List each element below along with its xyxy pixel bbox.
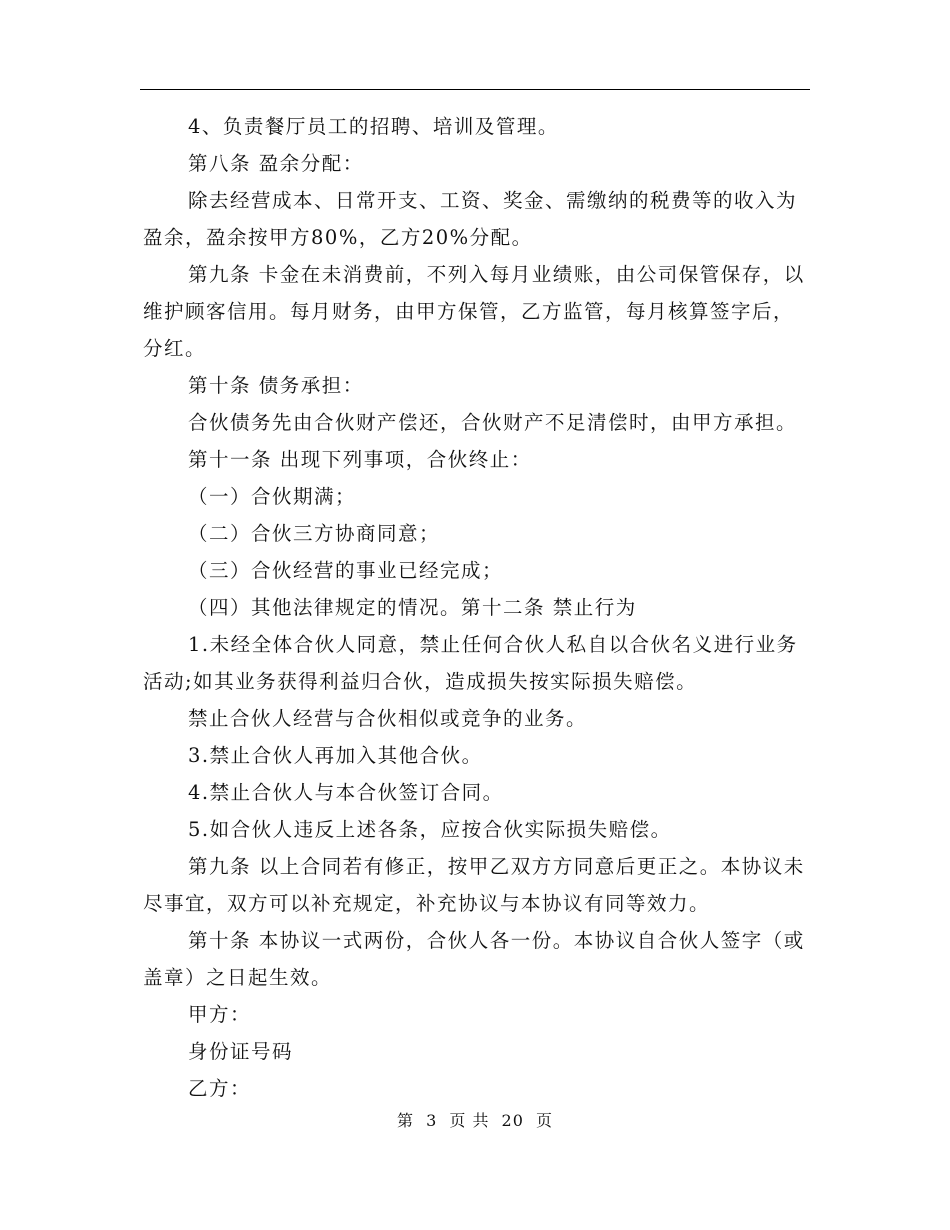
paragraph-amendments: 第九条 以上合同若有修正，按甲乙双方方同意后更正之。本协议未尽事宜，双方可以补充规定，补充协议与本协议有同等效力。 [143, 855, 805, 915]
paragraph-article-9-card-funds: 第九条 卡金在未消费前，不列入每月业绩账，由公司保管保存，以维护顾客信用。每月财务，由甲方保管，乙方监管，每月核算签字后，分红。 [143, 263, 805, 360]
paragraph-profit-distribution: 除去经营成本、日常开支、工资、奖金、需缴纳的税费等的收入为盈余，盈余按甲方80%，乙方20%分配。 [143, 189, 798, 249]
footer-total-pages: 20 [501, 1111, 524, 1130]
footer-prefix: 第 [396, 1111, 414, 1130]
page-footer [0, 1108, 950, 1131]
list-item-termination-1: （一）合伙期满； [188, 485, 357, 508]
paragraph-prohibition-4: 4.禁止合伙人与本合伙签订合同。 [188, 781, 504, 804]
paragraph-prohibition-1: 1.未经全体合伙人同意，禁止任何合伙人私自以合伙名义进行业务活动;如其业务获得利益归合伙，造成损失按实际损失赔偿。 [143, 633, 798, 693]
footer-middle: 页 共 [449, 1111, 490, 1130]
paragraph-prohibition-5: 5.如合伙人违反上述各条，应按合伙实际损失赔偿。 [188, 818, 672, 841]
paragraph-prohibition-3: 3.禁止合伙人再加入其他合伙。 [188, 744, 483, 767]
signature-id-number: 身份证号码 [188, 1040, 294, 1063]
list-item-termination-4: （四）其他法律规定的情况。第十二条 禁止行为 [188, 596, 637, 619]
heading-article-10: 第十条 债务承担： [188, 374, 364, 397]
footer-suffix: 页 [536, 1111, 554, 1130]
paragraph-duty-4: 4、负责餐厅员工的招聘、培训及管理。 [188, 115, 559, 138]
paragraph-debt-liability: 合伙债务先由合伙财产偿还，合伙财产不足清偿时，由甲方承担。 [188, 411, 798, 434]
list-item-termination-3: （三）合伙经营的事业已经完成； [188, 559, 504, 582]
signature-party-a: 甲方： [188, 1003, 252, 1026]
paragraph-copies-effective: 第十条 本协议一式两份，合伙人各一份。本协议自合伙人签字（或盖章）之日起生效。 [143, 929, 805, 989]
heading-article-11: 第十一条 出现下列事项，合伙终止： [188, 448, 532, 471]
heading-article-8: 第八条 盈余分配： [188, 152, 364, 175]
list-item-termination-2: （二）合伙三方协商同意； [188, 522, 441, 545]
header-rule [140, 89, 810, 90]
footer-current-page: 3 [426, 1111, 438, 1130]
signature-party-b: 乙方： [188, 1077, 252, 1100]
document-body [143, 108, 813, 1107]
paragraph-prohibition-2: 禁止合伙人经营与合伙相似或竞争的业务。 [188, 707, 588, 730]
